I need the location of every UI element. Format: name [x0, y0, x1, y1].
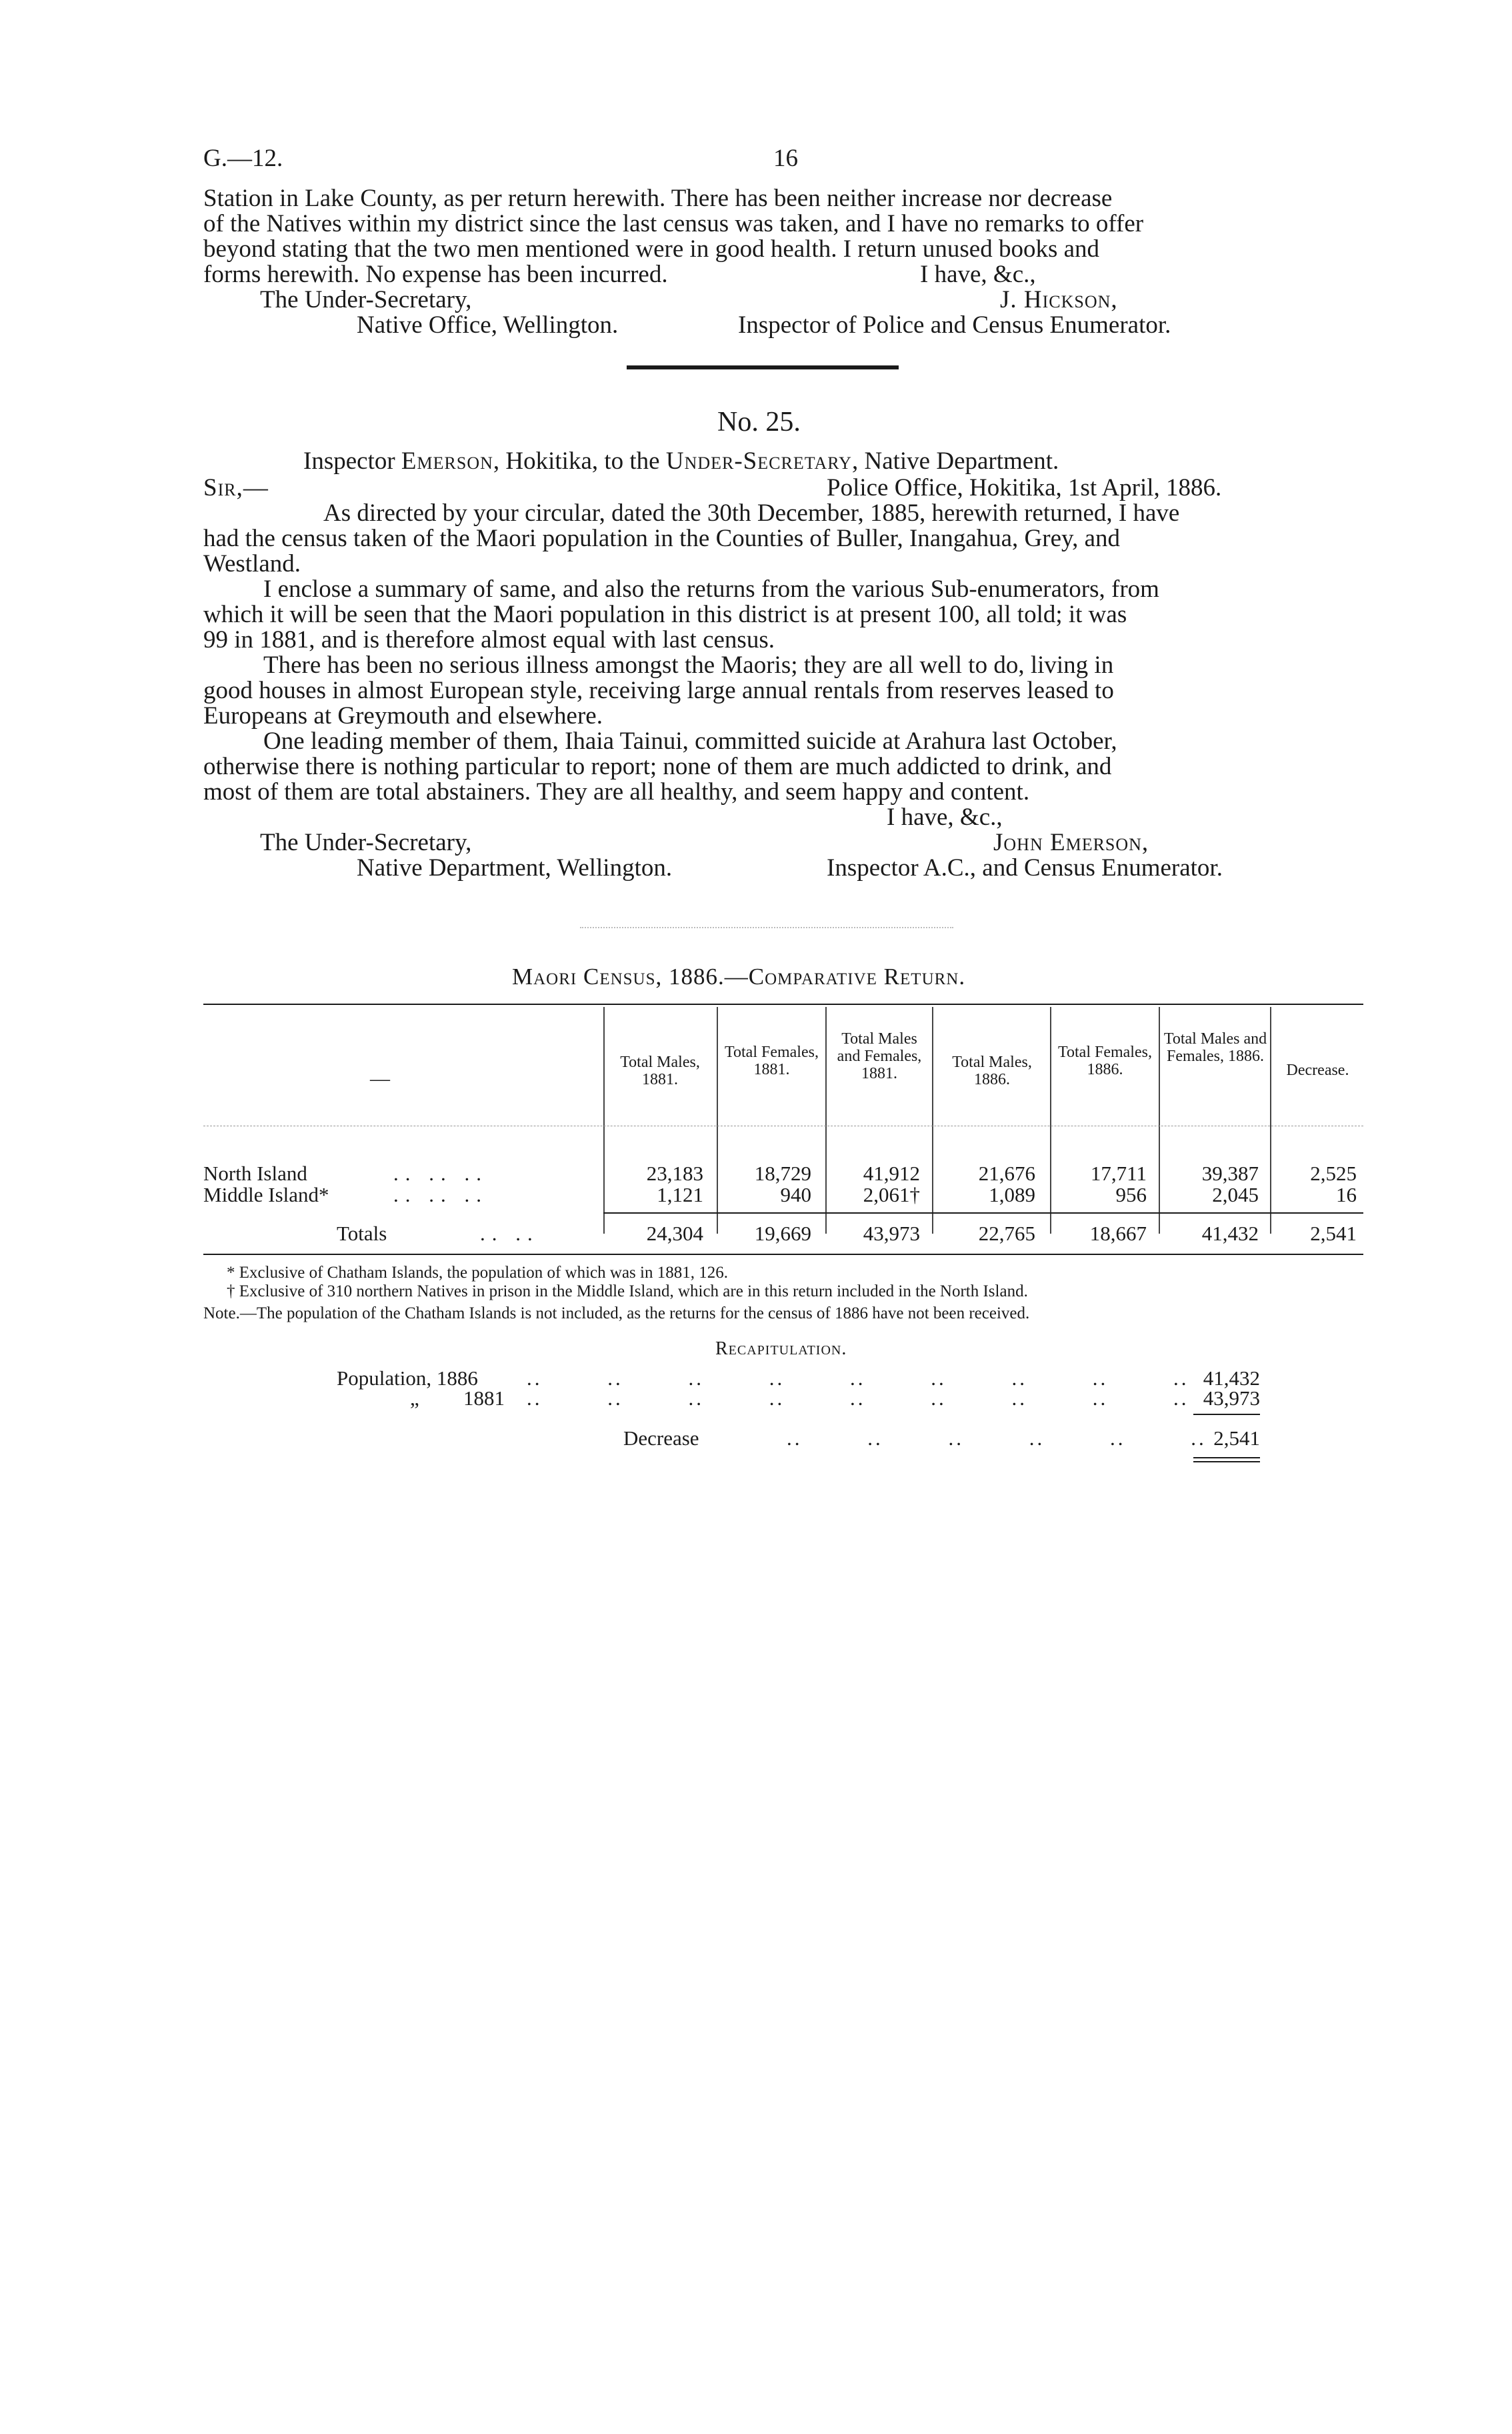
letter-line-7: There has been no serious illness amongst the Maoris; they are all well to do, living in — [263, 652, 1114, 679]
prev-letter-signer-name: J. Hickson, — [1000, 286, 1118, 313]
letter-number: No. 25. — [717, 407, 801, 437]
col-header-males-1881: Total Males, 1881. — [620, 1054, 700, 1088]
cell-middle-males-1881: 1,121 — [657, 1183, 703, 1206]
letter-subject — [303, 448, 1059, 475]
letter-line-1: As directed by your circular, dated the 30th December, 1885, herewith returned, I have — [323, 499, 1180, 527]
prev-letter-line-4: forms herewith. No expense has been incurred. — [203, 261, 668, 288]
prev-letter-signer-title: Inspector of Police and Census Enumerator. — [738, 311, 1171, 339]
leader-dots: .. .. .. — [393, 1183, 488, 1206]
prev-letter-line-1: Station in Lake County, as per return herewith. There has been neither increase nor decrease — [203, 185, 1113, 212]
census-title: Maori Census, 1886.—Comparative Return. — [512, 964, 966, 990]
dotted-separator — [580, 927, 953, 928]
cell-total-both-1886: 41,432 — [1201, 1222, 1259, 1245]
prev-letter-addressee-1: The Under-Secretary, — [260, 286, 472, 313]
cell-north-females-1886: 17,711 — [1090, 1162, 1147, 1185]
letter-line-6: 99 in 1881, and is therefore almost equal with last census. — [203, 626, 775, 654]
letter-addressee-1: The Under-Secretary, — [260, 829, 472, 856]
recap-value-decrease: 2,541 — [1213, 1426, 1260, 1450]
letter-line-4: I enclose a summary of same, and also the returns from the various Sub-enumerators, from — [263, 575, 1159, 603]
letter-line-5: which it will be seen that the Maori population in this district is at present 100, all told; it was — [203, 601, 1127, 628]
letter-line-10: One leading member of them, Ihaia Tainui, committed suicide at Arahura last October, — [263, 728, 1117, 755]
totals-top-rule — [603, 1212, 1363, 1214]
subject-post: , Native Department. — [851, 447, 1059, 475]
letter-closing: I have, &c., — [887, 804, 1003, 831]
table-note: Note.—The population of the Chatham Islands is not included, as the returns for the census of 1886 have not been received. — [203, 1304, 1030, 1322]
cell-north-females-1881: 18,729 — [754, 1162, 811, 1185]
subject-pre: Inspector — [303, 447, 395, 475]
cell-middle-females-1886: 956 — [1115, 1183, 1147, 1206]
cell-total-both-1881: 43,973 — [863, 1222, 920, 1245]
recap-value-1881: 43,973 — [1203, 1386, 1260, 1410]
cell-total-females-1881: 19,669 — [754, 1222, 811, 1245]
cell-total-decrease: 2,541 — [1310, 1222, 1357, 1245]
col-header-both-1886: Total Males and Females, 1886. — [1163, 1030, 1267, 1065]
cell-north-both-1881: 41,912 — [863, 1162, 920, 1185]
col-header-both-1881: Total Males and Females, 1881. — [837, 1030, 922, 1082]
cell-middle-males-1886: 1,089 — [989, 1183, 1035, 1206]
cell-middle-decrease: 16 — [1336, 1183, 1357, 1206]
recap-double-rule-2 — [1193, 1461, 1260, 1462]
footnote-2: † Exclusive of 310 northern Natives in prison in the Middle Island, which are in this return included in the North Island. — [227, 1282, 1028, 1300]
prev-letter-closing: I have, &c., — [920, 261, 1036, 288]
subject-name: Emerson — [401, 447, 493, 475]
prev-letter-line-3: beyond stating that the two men mentioned were in good health. I return unused books and — [203, 235, 1100, 263]
subject-mid: , Hokitika, to the — [493, 447, 660, 475]
recap-double-rule-1 — [1193, 1457, 1260, 1458]
prev-letter-line-2: of the Natives within my district since the last census was taken, and I have no remarks to offer — [203, 210, 1144, 237]
cell-north-males-1881: 23,183 — [646, 1162, 703, 1185]
footnote-1: * Exclusive of Chatham Islands, the population of which was in 1881, 126. — [227, 1264, 728, 1282]
letter-line-8: good houses in almost European style, receiving large annual rentals from reserves leased to — [203, 677, 1114, 704]
recap-value-1886: 41,432 — [1203, 1366, 1260, 1390]
letter-salutation: Sir,— — [203, 474, 269, 501]
letter-signer-title: Inspector A.C., and Census Enumerator. — [827, 854, 1223, 882]
letter-line-3: Westland. — [203, 550, 301, 577]
table-top-rule — [203, 1004, 1363, 1005]
recap-title: Recapitulation. — [715, 1338, 847, 1359]
row-label-middle-island: Middle Island* — [203, 1183, 329, 1206]
letter-line-2: had the census taken of the Maori population in the Counties of Buller, Inangahua, Grey, and — [203, 525, 1121, 552]
table-bottom-rule — [203, 1254, 1363, 1255]
row-label-north-island: North Island — [203, 1162, 307, 1185]
cell-total-males-1886: 22,765 — [978, 1222, 1035, 1245]
subject-to: Under-Secretary — [665, 447, 852, 475]
col-header-females-1886: Total Females, 1886. — [1058, 1044, 1152, 1078]
col-header-females-1881: Total Females, 1881. — [725, 1044, 819, 1078]
cell-north-decrease: 2,525 — [1310, 1162, 1357, 1185]
leader-dots: .. .. .. .. .. .. .. .. .. — [527, 1366, 1189, 1390]
cell-total-males-1881: 24,304 — [646, 1222, 703, 1245]
row-label-totals: Totals — [337, 1222, 387, 1245]
leader-dots: .. .. .. .. .. .. .. .. .. — [527, 1386, 1189, 1410]
page-reference: G.—12. — [203, 145, 283, 172]
cell-north-both-1886: 39,387 — [1201, 1162, 1259, 1185]
letter-line-11: otherwise there is nothing particular to report; none of them are much addicted to drink, and — [203, 753, 1112, 780]
col-header-decrease: Decrease. — [1286, 1062, 1349, 1079]
recap-label-1881: 1881 — [463, 1386, 505, 1410]
letter-place-date: Police Office, Hokitika, 1st April, 1886. — [827, 474, 1222, 501]
leader-dots: .. .. .. .. .. .. — [787, 1426, 1207, 1450]
leader-dots: .. .. .. — [393, 1162, 488, 1185]
recap-ditto-mark: „ — [410, 1386, 419, 1410]
cell-total-females-1886: 18,667 — [1089, 1222, 1147, 1245]
letter-addressee-2: Native Department, Wellington. — [357, 854, 673, 882]
cell-middle-both-1881: 2,061† — [863, 1183, 920, 1206]
recap-sum-rule — [1193, 1414, 1260, 1415]
letter-line-9: Europeans at Greymouth and elsewhere. — [203, 702, 603, 730]
leader-dots: .. .. — [480, 1222, 539, 1245]
letter-line-12: most of them are total abstainers. They are all healthy, and seem happy and content. — [203, 778, 1030, 806]
page-number: 16 — [773, 145, 798, 172]
letter-signer-name: John Emerson, — [993, 829, 1149, 856]
section-separator — [627, 365, 899, 369]
cell-north-males-1886: 21,676 — [978, 1162, 1035, 1185]
prev-letter-addressee-2: Native Office, Wellington. — [357, 311, 619, 339]
col-header-blank: — — [370, 1068, 390, 1090]
cell-middle-females-1881: 940 — [780, 1183, 811, 1206]
col-header-males-1886: Total Males, 1886. — [952, 1054, 1032, 1088]
cell-middle-both-1886: 2,045 — [1212, 1183, 1259, 1206]
recap-label-decrease: Decrease — [623, 1426, 699, 1450]
recap-label-1886: Population, 1886 — [337, 1366, 478, 1390]
